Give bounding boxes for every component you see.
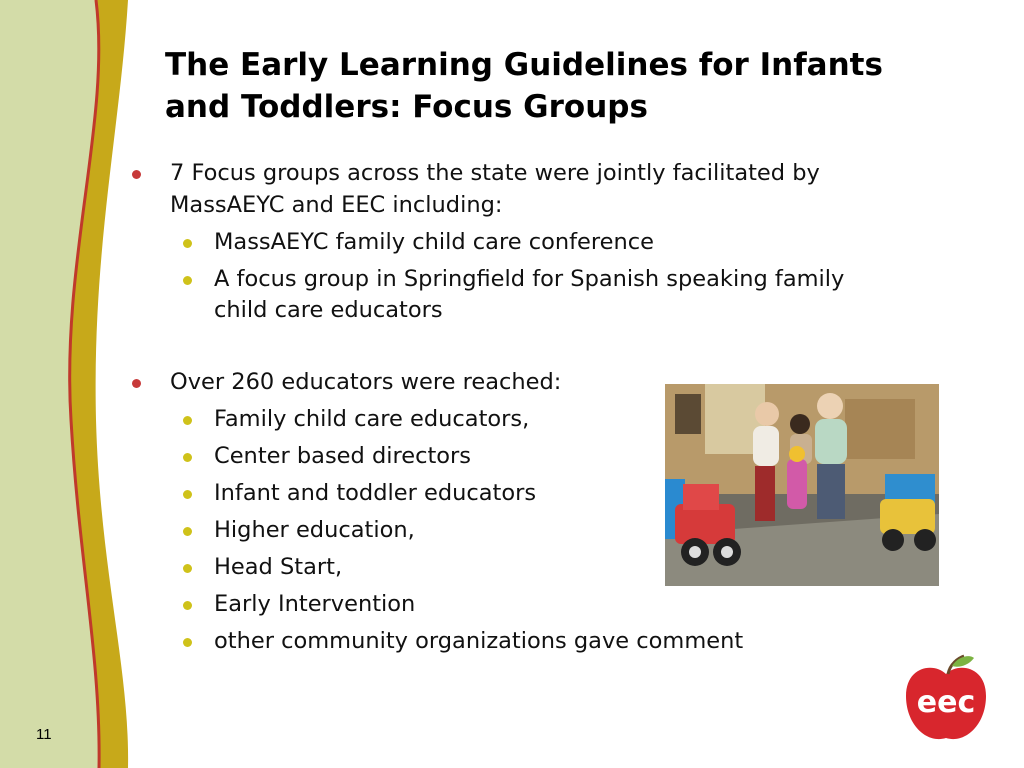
bullet-dot-icon — [132, 379, 141, 388]
bullet-item — [128, 157, 948, 221]
sub-bullet-dot-icon — [183, 276, 192, 285]
sub-bullet-item — [128, 589, 948, 620]
sub-bullet-dot-icon — [183, 638, 192, 647]
sub-bullet-dot-icon — [183, 527, 192, 536]
sub-bullet-dot-icon — [183, 416, 192, 425]
title-line-1: The Early Learning Guidelines for Infants — [165, 47, 883, 83]
sub-bullet-dot-icon — [183, 601, 192, 610]
sub-bullet-item — [128, 626, 948, 657]
title-line-2: and Toddlers: Focus Groups — [165, 89, 648, 125]
bullet-dot-icon — [132, 170, 141, 179]
logo-text: eec — [916, 685, 976, 720]
sub-bullet-item — [128, 264, 948, 326]
sub-bullet-dot-icon — [183, 239, 192, 248]
eec-apple-logo — [898, 652, 994, 748]
sub-bullet-text: Family child care educators, — [214, 406, 530, 432]
sub-bullet-text: Early Intervention — [214, 591, 416, 617]
sub-bullet-text: A focus group in Springfield for Spanish speaking family — [214, 266, 845, 292]
page-number: 11 — [36, 726, 52, 743]
bullet-text-line: 7 Focus groups across the state were jointly facilitated by — [170, 160, 820, 186]
sub-bullet-text: child care educators — [214, 297, 443, 323]
bullet-text-line: Over 260 educators were reached: — [170, 369, 562, 395]
sub-bullet-dot-icon — [183, 564, 192, 573]
bullet-text-line: MassAEYC and EEC including: — [170, 192, 503, 218]
sub-bullet-dot-icon — [183, 453, 192, 462]
sub-bullet-text: Infant and toddler educators — [214, 480, 537, 506]
sub-bullet-text: Center based directors — [214, 443, 472, 469]
sub-bullet-dot-icon — [183, 490, 192, 499]
sub-bullet-text: Higher education, — [214, 517, 415, 543]
sub-bullet-item — [128, 227, 948, 258]
sub-bullet-text: other community organizations gave comment — [214, 628, 744, 654]
sidebar-decoration — [0, 0, 140, 768]
toddlers-playing-photo — [665, 384, 939, 586]
sub-bullet-text: Head Start, — [214, 554, 343, 580]
sub-bullet-text: MassAEYC family child care conference — [214, 229, 654, 255]
slide-title — [165, 44, 985, 128]
